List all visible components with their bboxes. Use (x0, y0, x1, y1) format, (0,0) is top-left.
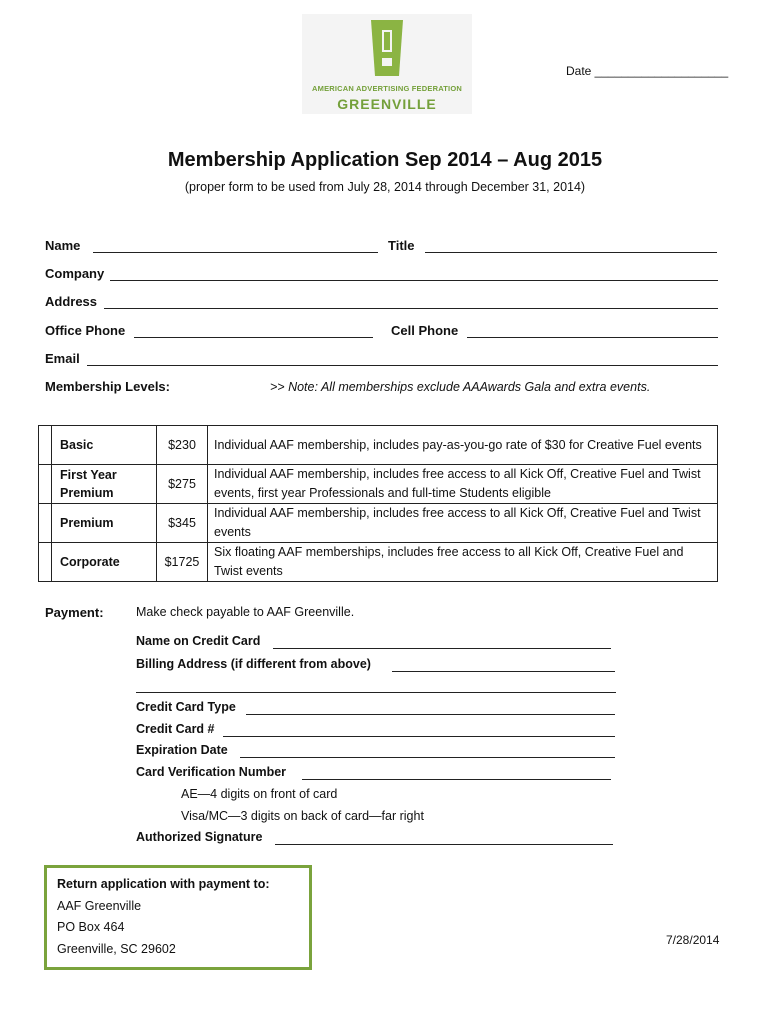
office-phone-field[interactable] (134, 337, 373, 338)
membership-note: >> Note: All memberships exclude AAAwards Gala and extra events. (270, 380, 651, 394)
level-price: $275 (157, 465, 208, 504)
cvn-field[interactable] (302, 779, 611, 780)
level-name: Corporate (52, 543, 157, 582)
aaf-greenville-logo (302, 14, 472, 114)
level-price: $230 (157, 426, 208, 465)
name-on-card-label: Name on Credit Card (136, 634, 261, 648)
company-field[interactable] (110, 280, 718, 281)
level-description: Individual AAF membership, includes pay-as-you-go rate of $30 for Creative Fuel events (208, 426, 718, 465)
expiration-label: Expiration Date (136, 743, 228, 757)
logo-text-line2: GREENVILLE (337, 96, 437, 112)
expiration-field[interactable] (240, 757, 615, 758)
table-row (39, 426, 718, 465)
level-checkbox-premium[interactable] (39, 504, 52, 543)
level-description: Individual AAF membership, includes free access to all Kick Off, Creative Fuel and Twist events, first year Professionals and full-time Students eligible (208, 465, 718, 504)
logo-mark-icon (369, 20, 405, 76)
email-label: Email (45, 351, 80, 366)
level-name: First Year Premium (52, 465, 157, 504)
table-row (39, 543, 718, 582)
address-field[interactable] (104, 308, 718, 309)
level-price: $1725 (157, 543, 208, 582)
billing-address-field-line2[interactable] (136, 692, 616, 693)
card-number-field[interactable] (223, 736, 615, 737)
company-label: Company (45, 266, 105, 281)
title-field[interactable] (425, 252, 717, 253)
level-checkbox-first-year-premium[interactable] (39, 465, 52, 504)
level-checkbox-corporate[interactable] (39, 543, 52, 582)
card-type-field[interactable] (246, 714, 615, 715)
visa-note: Visa/MC—3 digits on back of card—far right (181, 809, 424, 823)
cell-phone-field[interactable] (467, 337, 718, 338)
name-on-card-field[interactable] (273, 648, 611, 649)
card-type-label: Credit Card Type (136, 700, 236, 714)
billing-address-field[interactable] (392, 671, 615, 672)
level-description: Six floating AAF memberships, includes free access to all Kick Off, Creative Fuel and Twist events (208, 543, 718, 582)
return-address-box (44, 865, 312, 970)
return-city: Greenville, SC 29602 (57, 942, 176, 956)
membership-levels-table (38, 425, 718, 582)
page-title: Membership Application Sep 2014 – Aug 2015 (167, 149, 603, 171)
membership-levels-label: Membership Levels: (45, 379, 170, 394)
logo-text-line1: AMERICAN ADVERTISING FEDERATION (312, 84, 462, 93)
signature-field[interactable] (275, 844, 613, 845)
billing-address-label: Billing Address (if different from above) (136, 657, 371, 671)
level-name: Basic (52, 426, 157, 465)
level-checkbox-basic[interactable] (39, 426, 52, 465)
return-po-box: PO Box 464 (57, 920, 125, 934)
table-row (39, 504, 718, 543)
name-label: Name (45, 238, 81, 253)
cvn-label: Card Verification Number (136, 765, 287, 779)
payment-label: Payment: (45, 605, 104, 620)
card-number-label: Credit Card # (136, 722, 215, 736)
return-heading: Return application with payment to: (57, 877, 270, 891)
return-org: AAF Greenville (57, 899, 142, 913)
table-row (39, 465, 718, 504)
payment-instruction: Make check payable to AAF Greenville. (136, 605, 355, 619)
title-label: Title (388, 238, 415, 253)
level-description: Individual AAF membership, includes free access to all Kick Off, Creative Fuel and Twist events (208, 504, 718, 543)
ae-note: AE—4 digits on front of card (181, 787, 338, 801)
date-field[interactable]: Date ____________________ (566, 64, 729, 78)
level-name: Premium (52, 504, 157, 543)
email-field[interactable] (87, 365, 718, 366)
signature-label: Authorized Signature (136, 830, 263, 844)
level-price: $345 (157, 504, 208, 543)
address-label: Address (45, 294, 98, 309)
cell-phone-label: Cell Phone (391, 323, 459, 338)
footer-date: 7/28/2014 (666, 933, 720, 947)
office-phone-label: Office Phone (45, 323, 126, 338)
page-subtitle: (proper form to be used from July 28, 2014 through December 31, 2014) (184, 180, 586, 194)
name-field[interactable] (93, 252, 378, 253)
